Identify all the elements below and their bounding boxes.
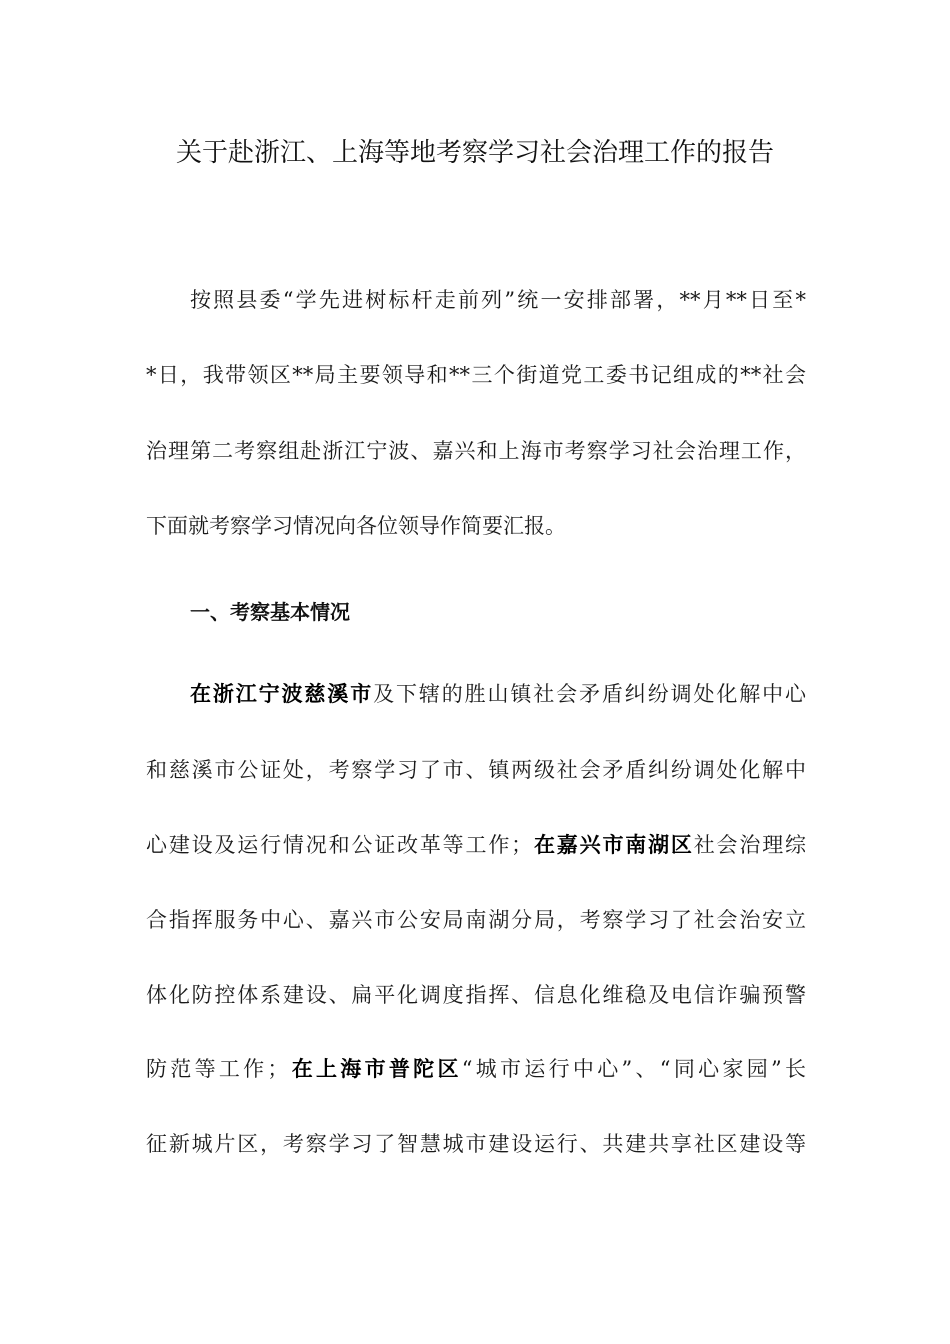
section-heading: 一、考察基本情况 — [190, 600, 350, 624]
bold-place-cixi: 在浙江宁波慈溪市 — [190, 682, 374, 706]
section-line-6-text-a: 防范等工作； — [146, 1057, 289, 1081]
intro-line-3: 治理第二考察组赴浙江宁波、嘉兴和上海市考察学习社会治理工作， — [146, 439, 806, 463]
section-line-3 — [146, 830, 806, 864]
section-line-4: 合指挥服务中心、嘉兴市公安局南湖分局，考察学习了社会治安立 — [146, 908, 806, 932]
section-line-2: 和慈溪市公证处，考察学习了市、镇两级社会矛盾纠纷调处化解中 — [146, 758, 806, 782]
section-line-3-text-a: 心建设及运行情况和公证改革等工作； — [146, 833, 533, 857]
section-line-3-text-b: 社会治理综 — [693, 833, 806, 857]
section-line-5: 体化防控体系建设、扁平化调度指挥、信息化维稳及电信诈骗预警 — [146, 983, 806, 1007]
intro-line-2: *日，我带领区**局主要领导和**三个街道党工委书记组成的**社会 — [146, 363, 806, 387]
section-line-7: 征新城片区，考察学习了智慧城市建设运行、共建共享社区建设等 — [146, 1132, 806, 1156]
bold-place-putuo: 在上海市普陀区 — [288, 1057, 462, 1081]
bold-place-nanhu: 在嘉兴市南湖区 — [532, 833, 694, 857]
section-line-1 — [190, 679, 806, 713]
section-line-6 — [146, 1054, 806, 1088]
section-line-6-text-b: “城市运行中心”、“同心家园”长 — [461, 1057, 806, 1081]
document-title: 关于赴浙江、上海等地考察学习社会治理工作的报告 — [175, 138, 774, 168]
intro-line-1: 按照县委“学先进树标杆走前列”统一安排部署，**月**日至* — [190, 288, 806, 312]
section-line-1-text: 及下辖的胜山镇社会矛盾纠纷调处化解中心 — [373, 682, 806, 706]
intro-line-4: 下面就考察学习情况向各位领导作简要汇报。 — [146, 514, 566, 538]
